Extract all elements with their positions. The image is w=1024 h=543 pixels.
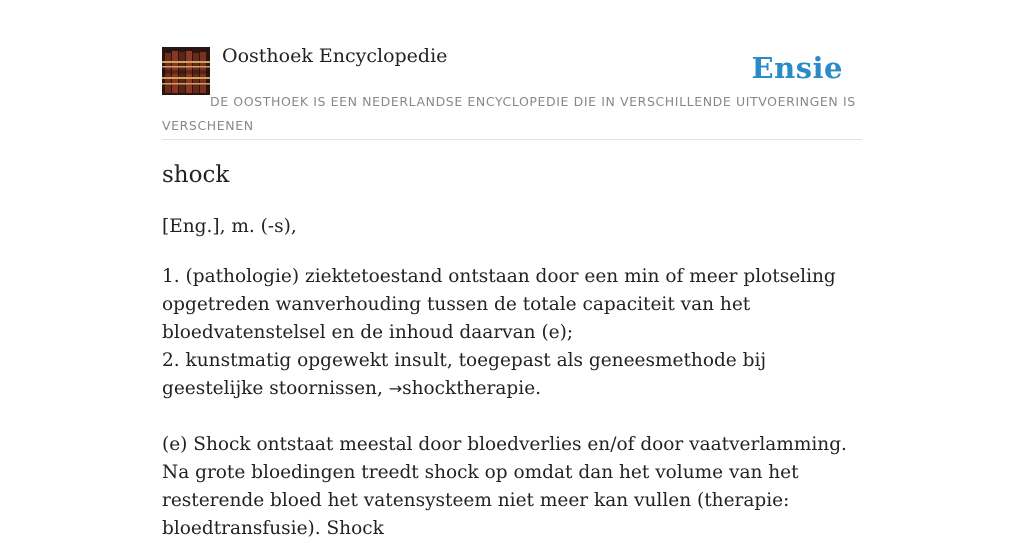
- avatar[interactable]: [162, 47, 210, 95]
- entry-title: shock: [162, 162, 230, 188]
- definition-2-end: .: [535, 378, 542, 399]
- entry-grammar: [Eng.], m. (-s),: [162, 216, 297, 237]
- book-spines-icon: [162, 47, 210, 95]
- arrow-right-icon: →: [388, 379, 403, 398]
- site-tagline: DE OOSTHOEK IS EEN NEDERLANDSE ENCYCLOPEDIE DIE IN VERSCHILLENDE UITVOERINGEN IS VERSCHENEN: [162, 94, 856, 133]
- site-header: [162, 0, 862, 140]
- xref-label: shocktherapie: [402, 378, 536, 399]
- site-name-link[interactable]: Oosthoek Encyclopedie: [222, 45, 448, 67]
- entry-body: [162, 263, 862, 543]
- content-container: [162, 0, 862, 539]
- definition-1: 1. (pathologie) ziektetoestand ontstaan door een min of meer plotseling opgetreden wanverhouding tussen de totale capaciteit van het bloedvatenstelsel en de inhoud daarvan (e);: [162, 266, 836, 343]
- entry-note: (e) Shock ontstaat meestal door bloedverlies en/of door vaatverlamming. Na grote bloedingen treedt shock op omdat dan het volume van het resterende bloed het vatensysteem niet meer kan vullen (therapie: bloedtransfusie). Shock: [162, 434, 847, 539]
- definition-2-text: 2. kunstmatig opgewekt insult, toegepast als geneesmethode bij geestelijke stoornissen,: [162, 350, 767, 399]
- xref-shocktherapie-link[interactable]: [389, 378, 535, 399]
- definition-2: [162, 347, 862, 403]
- brand-logo[interactable]: Ensie: [751, 51, 843, 85]
- paragraph-gap: [162, 403, 862, 431]
